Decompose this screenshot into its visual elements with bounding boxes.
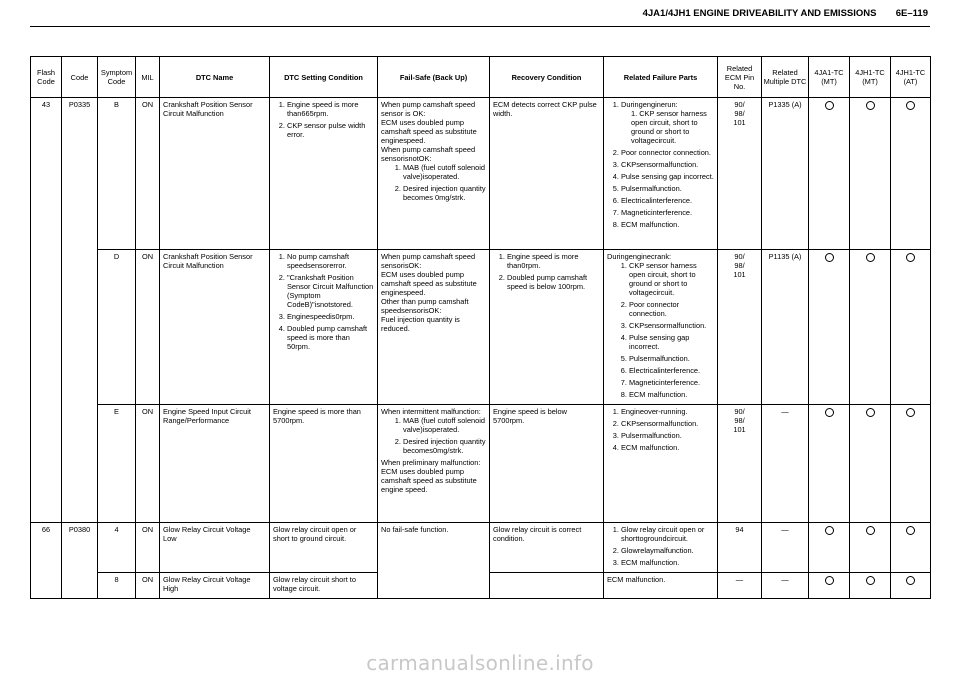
list-item: 2. Poor connector connection.	[621, 148, 714, 157]
applicable-circle-icon	[825, 526, 834, 535]
col-dtc-name: DTC Name	[160, 57, 270, 98]
col-code: Code	[62, 57, 98, 98]
applicable-circle-icon	[906, 576, 915, 585]
setting-condition-cell	[270, 250, 378, 405]
list-item: 3. Enginespeedis0rpm.	[287, 312, 374, 321]
list-item: 5. Pulsermalfunction.	[629, 354, 714, 363]
ecm-pin-line: 90/	[734, 407, 745, 416]
fail-safe-text: ECM uses doubled pump camshaft speed as substitute enginespeed.	[381, 270, 477, 297]
failure-parts-cell	[604, 573, 718, 599]
fail-safe-text: Fuel injection quantity is reduced.	[381, 315, 460, 333]
failure-parts-cell	[604, 523, 718, 573]
ecm-pin-cell	[718, 250, 762, 405]
col-ecm-pin: Related ECM Pin No.	[718, 57, 762, 98]
setting-text: Glow relay circuit short to voltage circuit.	[273, 575, 356, 593]
table-row	[31, 405, 931, 523]
setting-condition-cell	[270, 98, 378, 250]
applicable-circle-icon	[906, 408, 915, 417]
dtc-table	[30, 56, 931, 599]
header-rule	[30, 26, 930, 27]
failure-text: ECM malfunction.	[607, 575, 666, 584]
dtc-name-cell: Crankshaft Position Sensor Circuit Malfunction	[160, 250, 270, 405]
page-number: 6E–119	[895, 8, 928, 19]
flash-code-cell: 43	[31, 98, 62, 523]
failure-list	[607, 261, 714, 399]
table-row	[31, 98, 931, 250]
col-4ja1-mt: 4JA1-TC (MT)	[809, 57, 850, 98]
col-mil: MIL	[136, 57, 160, 98]
fail-safe-text: When pump camshaft speed sensorisnotOK:	[381, 145, 476, 163]
list-item: 4. Pulse sensing gap incorrect.	[621, 172, 714, 181]
fail-safe-text: When pump camshaft speed sensor is OK:	[381, 100, 476, 118]
recovery-condition-cell	[490, 523, 604, 573]
list-item: 6. Electricalinterference.	[629, 366, 714, 375]
multiple-dtc-cell: P1335 (A)	[762, 98, 809, 250]
ecm-pin-line: 94	[735, 525, 744, 534]
ecm-pin-cell	[718, 523, 762, 573]
code-cell: P0380	[62, 523, 98, 599]
applicable-circle-icon	[906, 101, 915, 110]
symptom-code-cell: D	[98, 250, 136, 405]
recovery-condition-cell	[490, 98, 604, 250]
code-cell: P0335	[62, 98, 98, 523]
recovery-text: ECM detects correct CKP pulse width.	[493, 100, 597, 118]
applicable-circle-icon	[866, 576, 875, 585]
recovery-condition-cell	[490, 405, 604, 523]
applicable-circle-icon	[866, 101, 875, 110]
list-item: 2. "Crankshaft Position Sensor Circuit Malfunction (Symptom CodeB)"isnotstored.	[287, 273, 374, 309]
list-item: 6. Electricalinterference.	[621, 196, 714, 205]
applicability-cell	[891, 523, 931, 573]
applicability-cell	[809, 405, 850, 523]
ecm-pin-line: 90/	[734, 100, 745, 109]
dtc-name-cell: Engine Speed Input Circuit Range/Performance	[160, 405, 270, 523]
applicable-circle-icon	[866, 526, 875, 535]
ecm-pin-cell	[718, 405, 762, 523]
dtc-name-cell: Crankshaft Position Sensor Circuit Malfunction	[160, 98, 270, 250]
mil-cell: ON	[136, 250, 160, 405]
applicable-circle-icon	[825, 408, 834, 417]
list-item: 2. Desired injection quantity becomes0mg/strk.	[403, 437, 486, 455]
setting-text: Engine speed is more than 5700rpm.	[273, 407, 361, 425]
fail-safe-text: When pump camshaft speed sensorisOK:	[381, 252, 476, 270]
list-item: 8. ECM malfunction.	[629, 390, 714, 399]
col-flash-code: Flash Code	[31, 57, 62, 98]
applicable-circle-icon	[825, 253, 834, 262]
multiple-dtc-cell: —	[762, 573, 809, 599]
list-item: 2. Doubled pump camshaft speed is below 100rpm.	[507, 273, 600, 291]
col-dtc-setting: DTC Setting Condition	[270, 57, 378, 98]
mil-cell: ON	[136, 523, 160, 573]
list-item: 4. Pulse sensing gap incorrect.	[629, 333, 714, 351]
page-header-title: 4JA1/4JH1 ENGINE DRIVEABILITY AND EMISSIONS	[642, 8, 877, 19]
list-item: 1. Engine speed is more than0rpm.	[507, 252, 600, 270]
list-item: 1. MAB (fuel cutoff solenoid valve)isoperated.	[403, 163, 486, 181]
table-row	[31, 250, 931, 405]
failure-heading: Duringenginecrank:	[607, 252, 672, 261]
flash-code-cell: 66	[31, 523, 62, 599]
list-item: 2. Glowrelaymalfunction.	[621, 546, 714, 555]
list-item: 1. Engineover-running.	[621, 407, 714, 416]
page-header	[643, 8, 928, 19]
mil-cell: ON	[136, 98, 160, 250]
recovery-text: Glow relay circuit is correct condition.	[493, 525, 582, 543]
ecm-pin-cell	[718, 98, 762, 250]
applicability-cell	[850, 523, 891, 573]
applicability-cell	[809, 98, 850, 250]
mil-cell: ON	[136, 573, 160, 599]
fail-safe-cell	[378, 98, 490, 250]
multiple-dtc-cell: P1135 (A)	[762, 250, 809, 405]
col-failure-parts: Related Failure Parts	[604, 57, 718, 98]
fail-safe-list	[381, 416, 486, 455]
col-fail-safe: Fail-Safe (Back Up)	[378, 57, 490, 98]
applicable-circle-icon	[906, 526, 915, 535]
mil-cell: ON	[136, 405, 160, 523]
applicable-circle-icon	[866, 408, 875, 417]
list-item: 1. No pump camshaft speedsensorerror.	[287, 252, 374, 270]
applicable-circle-icon	[866, 253, 875, 262]
table-header-row	[31, 57, 931, 98]
dtc-name-cell: Glow Relay Circuit Voltage Low	[160, 523, 270, 573]
failure-parts-cell	[604, 250, 718, 405]
fail-safe-cell	[378, 250, 490, 405]
failure-parts-cell	[604, 98, 718, 250]
fail-safe-text: When intermittent malfunction:	[381, 407, 481, 416]
applicability-cell	[809, 573, 850, 599]
failure-subitem: 1. CKP sensor harness open circuit, short to ground or short to voltagecircuit.	[631, 109, 707, 145]
failure-list	[607, 407, 714, 452]
applicable-circle-icon	[906, 253, 915, 262]
ecm-pin-line: 101	[733, 425, 746, 434]
setting-list	[273, 100, 374, 139]
list-item: 8. ECM malfunction.	[621, 220, 714, 229]
failure-parts-cell	[604, 405, 718, 523]
ecm-pin-line: —	[735, 575, 744, 584]
ecm-pin-line: 98/	[734, 416, 745, 425]
applicable-circle-icon	[825, 576, 834, 585]
fail-safe-cell: No fail-safe function.	[378, 523, 490, 599]
symptom-code-cell: 4	[98, 523, 136, 573]
ecm-pin-cell	[718, 573, 762, 599]
dtc-name-cell: Glow Relay Circuit Voltage High	[160, 573, 270, 599]
applicable-circle-icon	[825, 101, 834, 110]
col-recovery: Recovery Condition	[490, 57, 604, 98]
recovery-text: Engine speed is below 5700rpm.	[493, 407, 567, 425]
fail-safe-list	[381, 163, 486, 202]
multiple-dtc-cell: —	[762, 523, 809, 573]
setting-condition-cell	[270, 405, 378, 523]
list-item: 7. Magneticinterference.	[621, 208, 714, 217]
list-item: 7. Magneticinterference.	[629, 378, 714, 387]
setting-list	[273, 252, 374, 351]
list-item: 3. CKPsensormalfunction.	[629, 321, 714, 330]
fail-safe-text: Other than pump camshaft speedsensorisOK:	[381, 297, 469, 315]
applicability-cell	[850, 250, 891, 405]
applicability-cell	[891, 573, 931, 599]
col-multiple-dtc: Related Multiple DTC	[762, 57, 809, 98]
list-item: 1. Glow relay circuit open or shorttogroundcircuit.	[621, 525, 714, 543]
applicability-cell	[809, 250, 850, 405]
list-item: 3. Pulsermalfunction.	[621, 431, 714, 440]
list-item: 1. Duringenginerun: 1. CKP sensor harness open circuit, short to ground or short to voltagecircuit.	[621, 100, 714, 145]
recovery-list	[493, 252, 600, 291]
ecm-pin-line: 101	[733, 118, 746, 127]
symptom-code-cell: B	[98, 98, 136, 250]
col-symptom-code: Symptom Code	[98, 57, 136, 98]
symptom-code-cell: E	[98, 405, 136, 523]
list-item: 2. Poor connector connection.	[629, 300, 714, 318]
list-item: 5. Pulsermalfunction.	[621, 184, 714, 193]
col-4jh1-at: 4JH1-TC (AT)	[891, 57, 931, 98]
setting-condition-cell	[270, 523, 378, 573]
failure-list	[607, 525, 714, 567]
list-item: 3. CKPsensormalfunction.	[621, 160, 714, 169]
applicability-cell	[850, 405, 891, 523]
recovery-condition-cell	[490, 573, 604, 599]
applicability-cell	[891, 98, 931, 250]
list-item: 1. MAB (fuel cutoff solenoid valve)isoperated.	[403, 416, 486, 434]
table-row	[31, 523, 931, 573]
list-item: 4. ECM malfunction.	[621, 443, 714, 452]
list-item: 2. CKPsensormalfunction.	[621, 419, 714, 428]
watermark: carmanualsonline.info	[366, 651, 594, 675]
fail-safe-text: When preliminary malfunction:	[381, 458, 481, 467]
fail-safe-cell	[378, 405, 490, 523]
failure-list	[607, 100, 714, 229]
symptom-code-cell: 8	[98, 573, 136, 599]
list-item: 1. Engine speed is more than665rpm.	[287, 100, 374, 118]
table-body	[31, 98, 931, 599]
applicability-cell	[891, 405, 931, 523]
multiple-dtc-cell: —	[762, 405, 809, 523]
setting-text: Glow relay circuit open or short to ground circuit.	[273, 525, 357, 543]
list-item: 1. CKP sensor harness open circuit, short to ground or short to voltagecircuit.	[629, 261, 714, 297]
ecm-pin-line: 98/	[734, 261, 745, 270]
fail-safe-text: ECM uses doubled pump camshaft speed as substitute engine speed.	[381, 467, 477, 494]
applicability-cell	[850, 98, 891, 250]
setting-condition-cell	[270, 573, 378, 599]
list-item: 2. CKP sensor pulse width error.	[287, 121, 374, 139]
col-4jh1-mt: 4JH1-TC (MT)	[850, 57, 891, 98]
ecm-pin-line: 101	[733, 270, 746, 279]
list-item: 2. Desired injection quantity becomes 0mg/strk.	[403, 184, 486, 202]
recovery-condition-cell	[490, 250, 604, 405]
list-item: 3. ECM malfunction.	[621, 558, 714, 567]
applicability-cell	[809, 523, 850, 573]
fail-safe-text: ECM uses doubled pump camshaft speed as substitute enginespeed.	[381, 118, 477, 145]
ecm-pin-line: 98/	[734, 109, 745, 118]
applicability-cell	[891, 250, 931, 405]
applicability-cell	[850, 573, 891, 599]
list-item: 4. Doubled pump camshaft speed is more than 50rpm.	[287, 324, 374, 351]
ecm-pin-line: 90/	[734, 252, 745, 261]
